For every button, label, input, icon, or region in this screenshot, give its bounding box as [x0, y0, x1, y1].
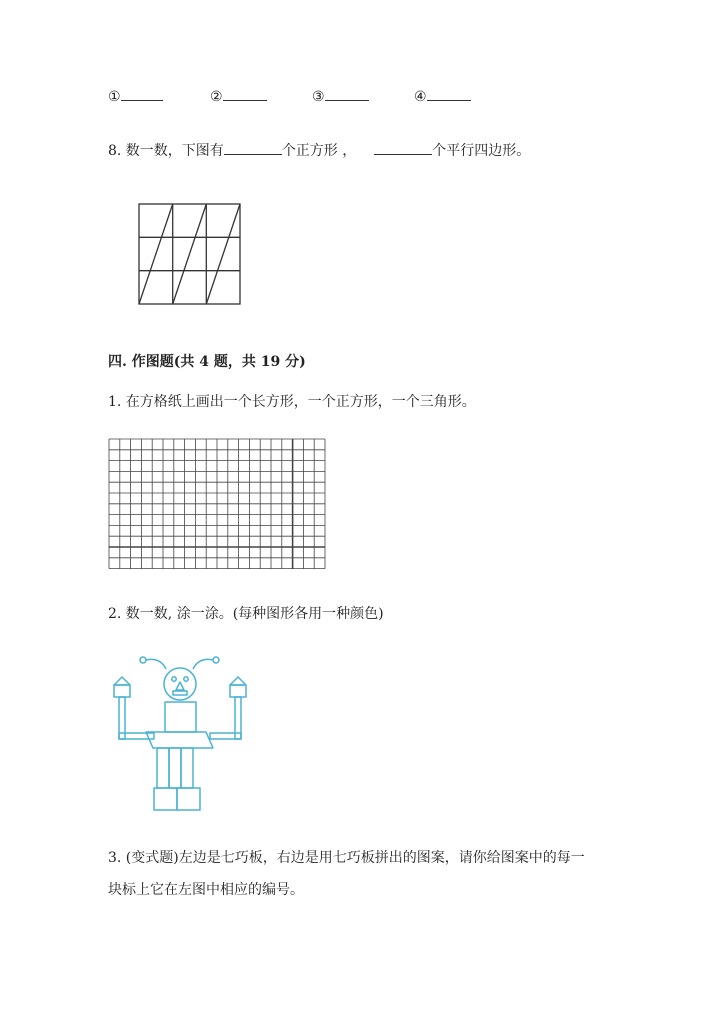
answer-item-1: [108, 86, 163, 107]
left-leg: [157, 748, 169, 788]
answer-label-2: ②: [210, 89, 223, 105]
parallelogram-count-blank[interactable]: [374, 140, 432, 155]
question-3-line-2: 块标上它在左图中相应的编号。: [108, 882, 304, 898]
answer-label-3: ③: [312, 89, 325, 105]
right-hand: [230, 685, 246, 697]
question-2: 2. 数一数, 涂一涂。(每种图形各用一种颜色): [108, 606, 384, 622]
right-arm-horizontal: [210, 733, 241, 739]
middle-leg: [169, 748, 181, 788]
question-8: [108, 140, 530, 161]
answer-blank-3[interactable]: [325, 86, 369, 101]
answer-blank-1[interactable]: [121, 86, 163, 101]
left-antenna-tip: [140, 657, 146, 663]
right-antenna: [193, 659, 213, 669]
figure-diagonal-2: [173, 204, 207, 304]
question-8-prefix: 8. 数一数，下图有: [108, 143, 224, 159]
left-antenna: [146, 659, 166, 669]
answer-item-4: [414, 86, 471, 107]
right-eye: [184, 677, 188, 681]
nose-triangle: [176, 682, 184, 690]
section-title: 四. 作图题(共 4 题，共 19 分): [108, 354, 306, 370]
answer-blank-2[interactable]: [223, 86, 267, 101]
answer-row: [108, 86, 488, 108]
grid-paper[interactable]: [108, 438, 326, 570]
answer-blank-4[interactable]: [427, 86, 471, 101]
robot-body: [146, 732, 213, 748]
left-hand: [114, 685, 130, 697]
question-8-suffix: 个平行四边形。: [432, 143, 531, 159]
left-foot: [154, 788, 177, 810]
question-1: 1. 在方格纸上画出一个长方形，一个正方形，一个三角形。: [108, 394, 476, 410]
question-8-mid: 个正方形 ，: [281, 143, 357, 159]
left-hand-tip: [114, 677, 130, 685]
right-foot: [177, 788, 200, 810]
right-antenna-tip: [213, 657, 219, 663]
square-count-blank[interactable]: [224, 140, 282, 155]
figure-diagonal-3: [206, 204, 240, 304]
mouth: [173, 691, 187, 695]
answer-label-4: ④: [414, 89, 427, 105]
right-hand-tip: [230, 677, 246, 685]
answer-item-3: [312, 86, 369, 107]
figure-diagonal-1: [139, 204, 173, 304]
left-eye: [172, 677, 176, 681]
square-parallelogram-figure: [138, 203, 242, 305]
robot-figure[interactable]: [110, 653, 255, 813]
answer-label-1: ①: [108, 89, 121, 105]
answer-item-2: [210, 86, 267, 107]
right-leg: [181, 748, 193, 788]
question-3-line-1: 3. (变式题)左边是七巧板，右边是用七巧板拼出的图案，请你给图案中的每一: [108, 850, 585, 866]
robot-neck: [165, 702, 196, 732]
